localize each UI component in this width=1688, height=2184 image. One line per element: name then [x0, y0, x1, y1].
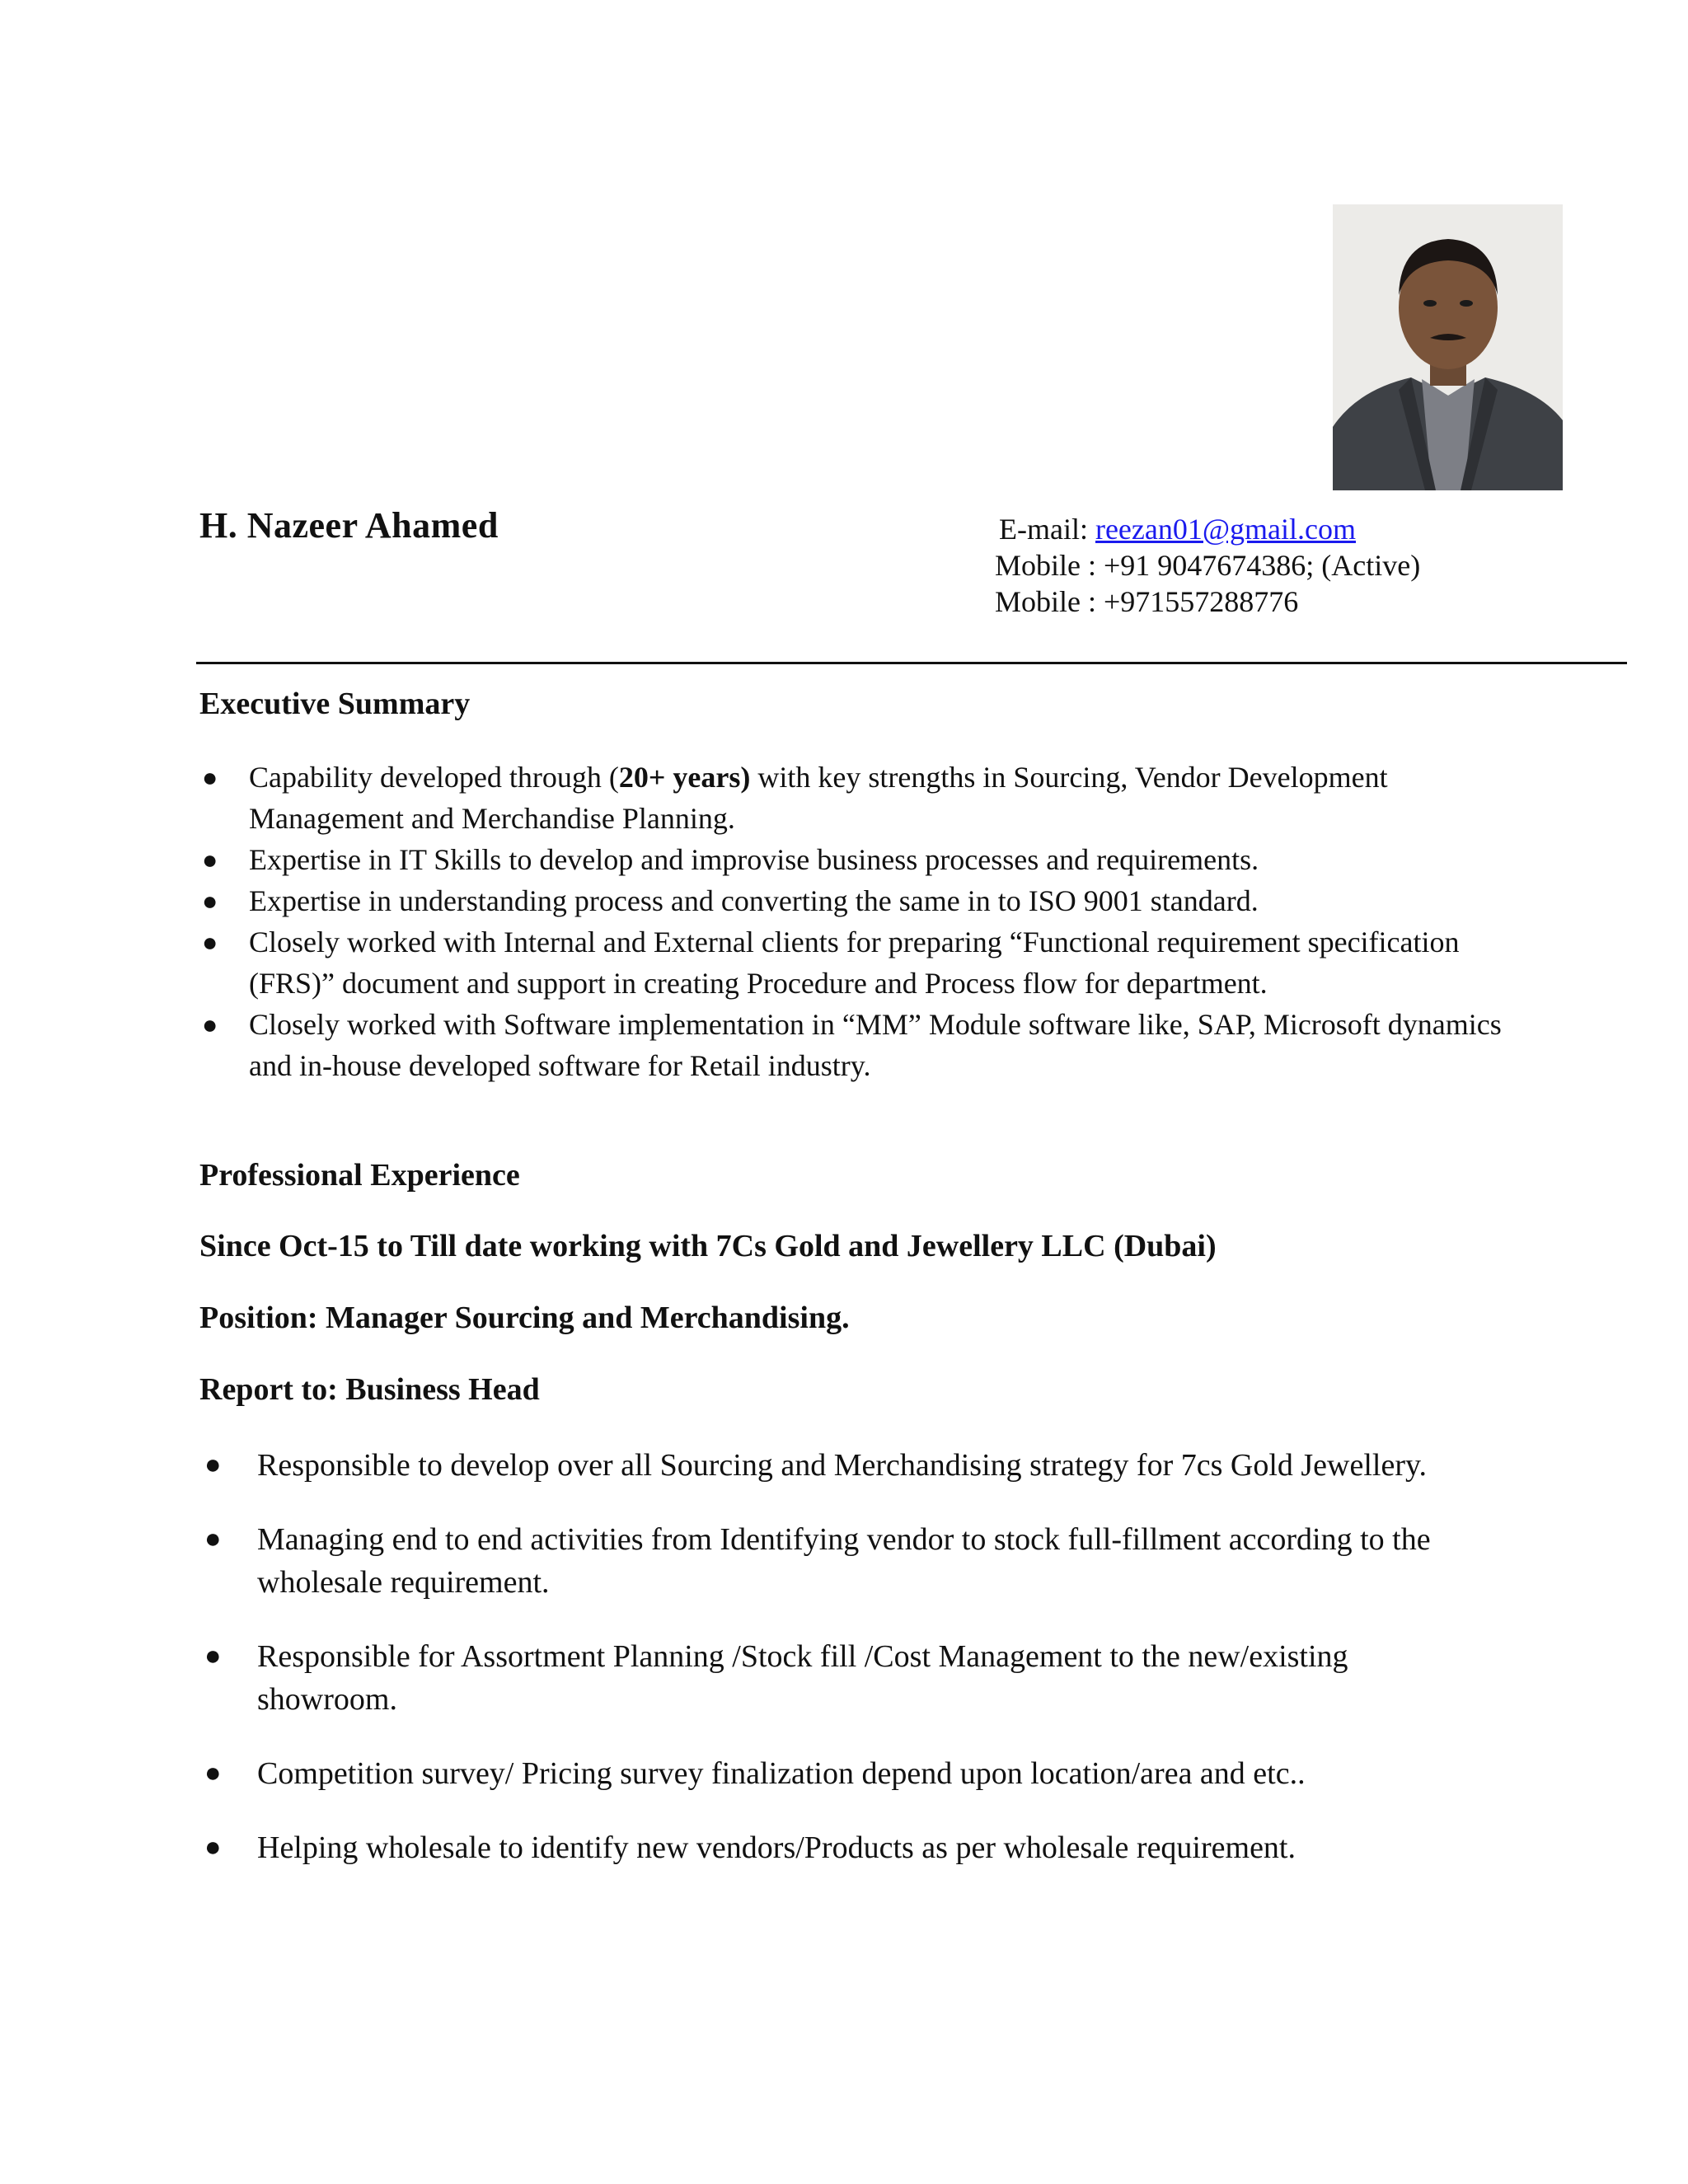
- profile-photo: [1333, 204, 1563, 490]
- professional-experience-heading: Professional Experience: [199, 1158, 520, 1193]
- bullet-icon: ●: [204, 1524, 222, 1554]
- bullet-icon: ●: [204, 1450, 222, 1480]
- report-to: Report to: Business Head: [199, 1372, 540, 1407]
- list-item: ● Responsible to develop over all Sourcing and Merchandising strategy for 7cs Gold Jewellery.: [199, 1444, 1485, 1487]
- mobile-primary: Mobile : +91 9047674386; (Active): [995, 549, 1421, 582]
- responsibilities-list: [199, 1444, 1485, 1869]
- bullet-icon: ●: [202, 886, 218, 916]
- mobile-secondary: Mobile : +971557288776: [995, 585, 1299, 618]
- bullet-icon: ●: [202, 927, 218, 957]
- contact-block: [995, 511, 1420, 620]
- list-item: ● Expertise in IT Skills to develop and improvise business processes and requirements.: [199, 839, 1518, 880]
- list-item: ● Competition survey/ Pricing survey finalization depend upon location/area and etc..: [199, 1752, 1485, 1795]
- list-item: ● Capability developed through (20+ years) with key strengths in Sourcing, Vendor Development Management and Merchandise Planning.: [199, 757, 1518, 839]
- list-item: ● Responsible for Assortment Planning /Stock fill /Cost Management to the new/existing showroom.: [199, 1635, 1485, 1721]
- bullet-icon: ●: [202, 1010, 218, 1039]
- executive-summary-heading: Executive Summary: [199, 687, 471, 721]
- header-divider: [196, 662, 1627, 664]
- bullet-icon: ●: [204, 1758, 222, 1788]
- email-label: E-mail:: [999, 513, 1088, 546]
- email-row: [995, 511, 1420, 547]
- employment-period: Since Oct-15 to Till date working with 7Cs Gold and Jewellery LLC (Dubai): [199, 1229, 1217, 1263]
- list-item: ● Closely worked with Software implementation in “MM” Module software like, SAP, Microsoft dynamics and in-house developed software for Retail industry.: [199, 1004, 1518, 1086]
- position-title: Position: Manager Sourcing and Merchandising.: [199, 1301, 850, 1335]
- executive-summary-list: [199, 757, 1518, 1086]
- list-item: ● Closely worked with Internal and External clients for preparing “Functional requirement specification (FRS)” document and support in creating Procedure and Process flow for department.: [199, 921, 1518, 1004]
- email-link[interactable]: reezan01@gmail.com: [1095, 513, 1356, 546]
- bullet-icon: ●: [204, 1832, 222, 1863]
- bullet-icon: ●: [202, 762, 218, 792]
- list-item: ● Expertise in understanding process and converting the same in to ISO 9001 standard.: [199, 880, 1518, 921]
- list-item: ● Managing end to end activities from Identifying vendor to stock full-fillment according to the wholesale requirement.: [199, 1518, 1485, 1604]
- list-item: ● Helping wholesale to identify new vendors/Products as per wholesale requirement.: [199, 1826, 1485, 1869]
- bullet-icon: ●: [204, 1641, 222, 1671]
- candidate-name: H. Nazeer Ahamed: [199, 505, 499, 546]
- bullet-icon: ●: [202, 845, 218, 874]
